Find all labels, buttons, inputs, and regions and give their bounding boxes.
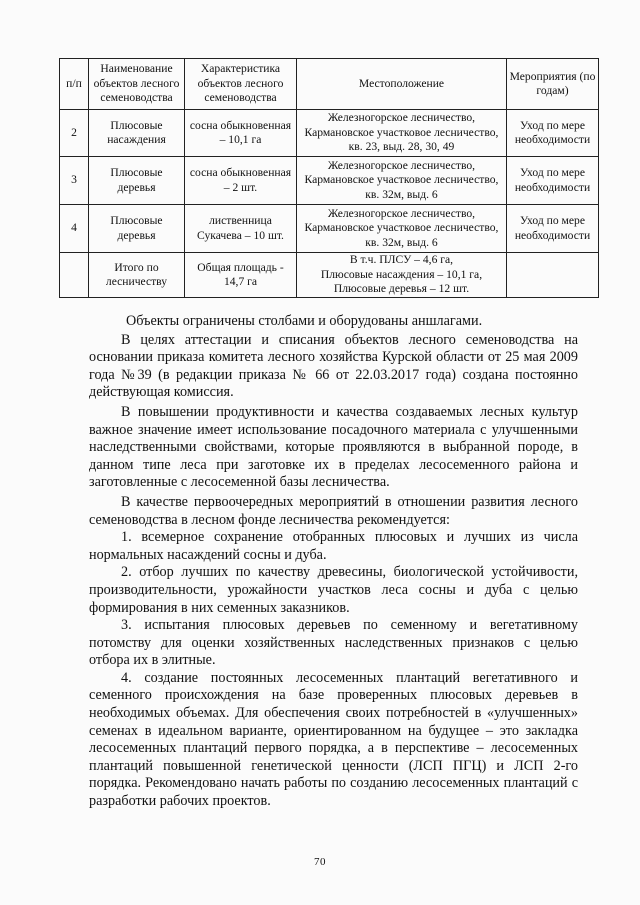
total-location-line: Плюсовые деревья – 12 шт. [333, 282, 470, 296]
header-characteristic: Характеристика объектов лесного семеноводства [185, 59, 297, 110]
list-item: 4. создание постоянных лесосеменных плантаций вегетативного и семенного происхождения на базе проверенных плюсовых деревьев в необходимых объемах. Для обеспечения своих потребностей в «улучшенных» семенах в идеальном варианте, ориентированном на будущее – это закладка лесосеменных плантаций первого порядка, а в перспективе – лесосеменных плантаций повышенной генетической ценности (ЛСП ПГЦ) и ЛСП 2-го порядка. Рекомендовано начать работы по созданию лесосеменных плантаций с разработки рабочих проектов. [89, 669, 578, 810]
seed-objects-table [59, 58, 599, 298]
table-total-row [60, 253, 599, 298]
row-location: Железногорское лесничество, Кармановское участковое лесничество, кв. 32м, выд. 6 [297, 157, 507, 205]
row-measures: Уход по мере необходимости [507, 205, 599, 253]
row-characteristic: сосна обыкновенная – 10,1 га [185, 110, 297, 157]
row-name: Плюсовые деревья [89, 157, 185, 205]
list-item: 2. отбор лучших по качеству древесины, биологической устойчивости, производительности, урожайности участков леса сосны и дуба с целью формирования в них семенных заказников. [89, 564, 578, 616]
list-item: 1. всемерное сохранение отобранных плюсовых и лучших из числа нормальных насаждений сосны и дуба. [89, 529, 578, 563]
total-location [297, 253, 507, 298]
total-characteristic: Общая площадь - 14,7 га [185, 253, 297, 298]
paragraph-boundary-markers: Объекты ограничены столбами и оборудованы аншлагами. [126, 313, 483, 329]
row-measures: Уход по мере необходимости [507, 157, 599, 205]
total-measures [507, 253, 599, 298]
paragraph-priority-measures: В качестве первоочередных мероприятий в отношении развития лесного семеноводства в лесном фонде лесничества рекомендуется: [89, 493, 578, 528]
row-num: 2 [60, 110, 89, 157]
row-characteristic: сосна обыкновенная – 2 шт. [185, 157, 297, 205]
page-number: 70 [314, 856, 326, 868]
row-location: Железногорское лесничество, Кармановское участковое лесничество, кв. 32м, выд. 6 [297, 205, 507, 253]
header-measures: Мероприятия (по годам) [507, 59, 599, 110]
row-name: Плюсовые деревья [89, 205, 185, 253]
table-header-row [60, 59, 599, 110]
header-num: п/п [60, 59, 89, 110]
total-location-line: Плюсовые насаждения – 10,1 га, [320, 267, 483, 281]
row-measures: Уход по мере необходимости [507, 110, 599, 157]
table-row [60, 205, 599, 253]
body-text [89, 313, 578, 811]
total-num [60, 253, 89, 298]
header-name: Наименование объектов лесного семеноводства [89, 59, 185, 110]
header-location: Местоположение [297, 59, 507, 110]
total-name: Итого по лесничеству [89, 253, 185, 298]
row-name: Плюсовые насаждения [89, 110, 185, 157]
table-row [60, 110, 599, 157]
row-characteristic: лиственница Сукачева – 10 шт. [185, 205, 297, 253]
row-num: 4 [60, 205, 89, 253]
paragraph-planting-material: В повышении продуктивности и качества создаваемых лесных культур важное значение имеет использование посадочного материала с улучшенными наследственными свойствами, которые проявляются в выбранной породе, в данном типе леса при заготовке их в пределах лесосеменного района и заготовленные с лесосеменной базы лесничества. [89, 403, 578, 491]
row-location: Железногорское лесничество, Кармановское участковое лесничество, кв. 23, выд. 28, 30, 49 [297, 110, 507, 157]
list-item: 3. испытания плюсовых деревьев по семенному и вегетативному потомству для оценки хозяйственных наследственных признаков с целью отбора их в элитные. [89, 617, 578, 669]
total-location-line: В т.ч. ПЛСУ – 4,6 га, [349, 253, 454, 267]
paragraph-commission: В целях аттестации и списания объектов лесного семеноводства на основании приказа комитета лесного хозяйства Курской области от 25 мая 2009 года №39 (в редакции приказа № 66 от 22.03.2017 года) создана постоянно действующая комиссия. [89, 331, 578, 401]
row-num: 3 [60, 157, 89, 205]
table-row [60, 157, 599, 205]
